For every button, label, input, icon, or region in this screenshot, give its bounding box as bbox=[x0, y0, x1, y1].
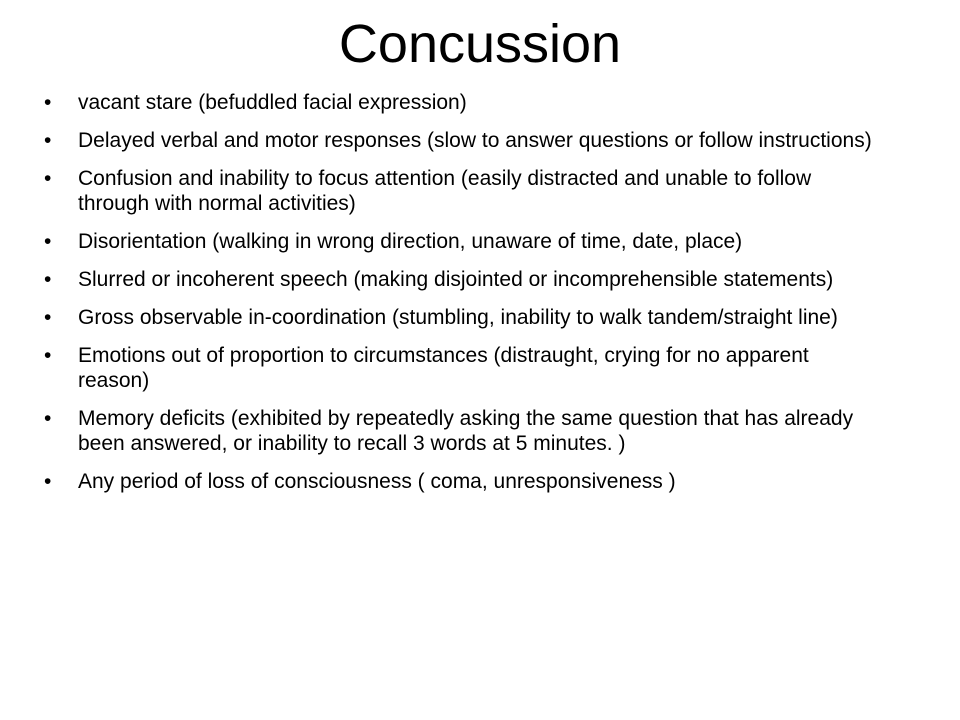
bullet-item bbox=[44, 128, 874, 153]
bullet-dot-icon: • bbox=[44, 344, 52, 367]
bullet-text: Emotions out of proportion to circumstances (distraught, crying for no apparent reason) bbox=[78, 344, 809, 392]
bullet-text: Gross observable in-coordination (stumbling, inability to walk tandem/straight line) bbox=[78, 306, 838, 329]
bullet-item bbox=[44, 343, 874, 393]
bullet-item bbox=[44, 267, 874, 292]
bullet-dot-icon: • bbox=[44, 306, 52, 329]
bullet-item bbox=[44, 166, 874, 216]
bullet-text: Disorientation (walking in wrong direction, unaware of time, date, place) bbox=[78, 230, 743, 253]
bullet-dot-icon: • bbox=[44, 91, 52, 114]
bullet-dot-icon: • bbox=[44, 129, 52, 152]
bullet-text: Delayed verbal and motor responses (slow to answer questions or follow instructions) bbox=[78, 129, 872, 152]
bullet-dot-icon: • bbox=[44, 407, 52, 430]
bullet-item bbox=[44, 305, 874, 330]
bullet-text: vacant stare (befuddled facial expression) bbox=[78, 91, 467, 114]
slide-title: Concussion bbox=[338, 14, 622, 74]
bullet-text: Slurred or incoherent speech (making disjointed or incomprehensible statements) bbox=[78, 268, 834, 291]
bullet-text: Memory deficits (exhibited by repeatedly asking the same question that has already been answered, or inability to recall 3 words at 5 minutes. ) bbox=[78, 407, 854, 455]
bullet-dot-icon: • bbox=[44, 167, 52, 190]
bullet-item bbox=[44, 469, 874, 494]
bullet-item bbox=[44, 90, 874, 115]
bullet-dot-icon: • bbox=[44, 230, 52, 253]
bullet-list bbox=[44, 90, 874, 507]
bullet-text: Any period of loss of consciousness ( coma, unresponsiveness ) bbox=[78, 470, 676, 493]
bullet-dot-icon: • bbox=[44, 470, 52, 493]
bullet-dot-icon: • bbox=[44, 268, 52, 291]
bullet-item bbox=[44, 406, 874, 456]
bullet-text: Confusion and inability to focus attention (easily distracted and unable to follow through with normal activities) bbox=[78, 167, 812, 215]
bullet-item bbox=[44, 229, 874, 254]
